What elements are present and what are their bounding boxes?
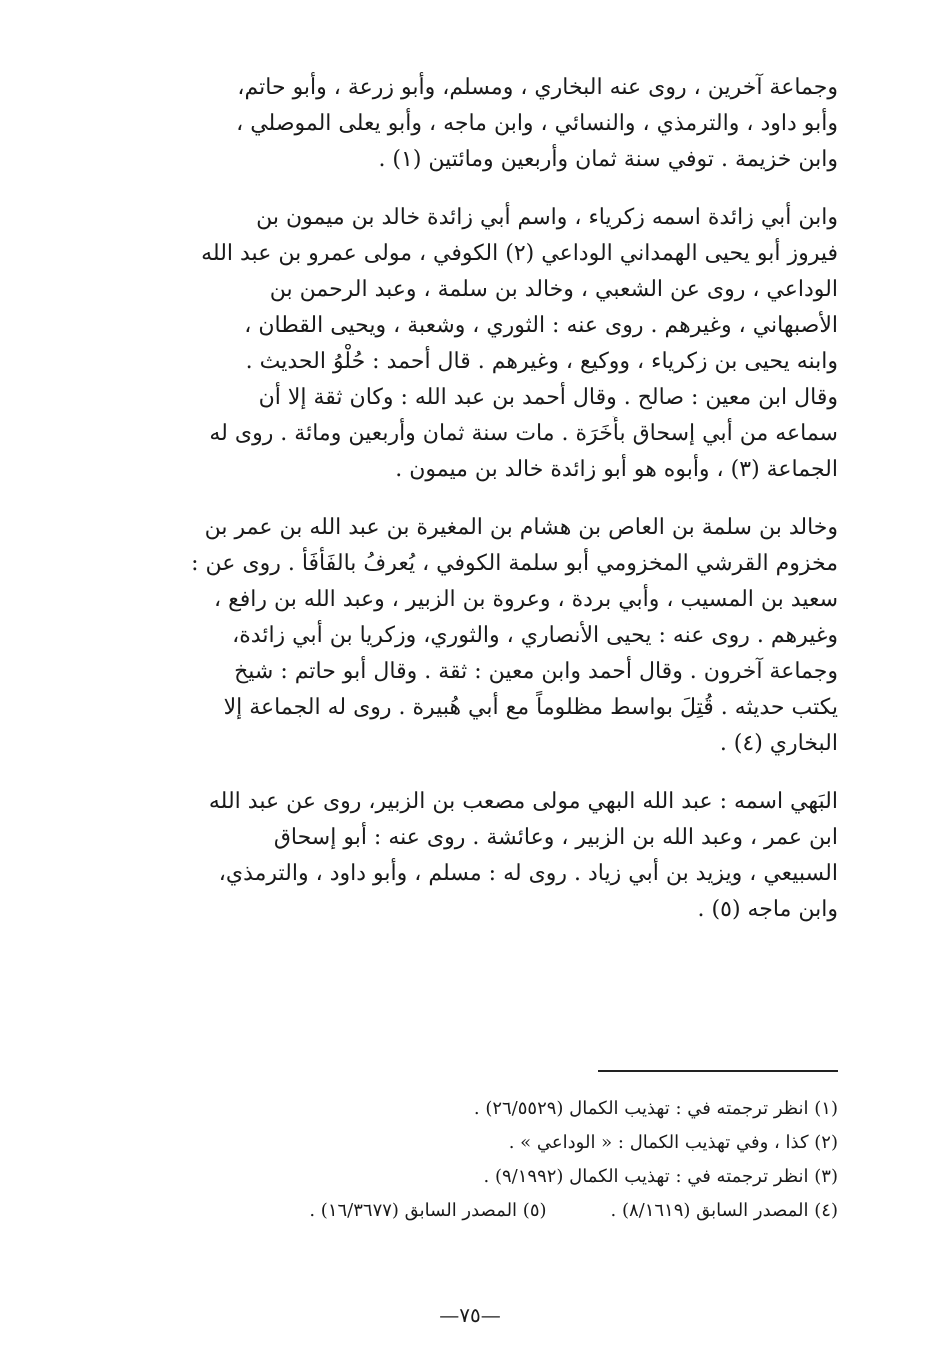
footnote-3: (٣) انظر ترجمته في : تهذيب الكمال (٩/١٩٩٢) . (483, 1166, 838, 1187)
text-line: وغيرهم . روى عنه : يحيى الأنصاري ، والثوري، وزكريا بن أبي زائدة، (232, 623, 838, 648)
text-line: وابن أبي زائدة اسمه زكرياء ، واسم أبي زائدة خالد بن ميمون بن (256, 205, 838, 230)
body-text (118, 70, 838, 928)
footnote-5: (٥) المصدر السابق (١٦/٣٦٧٧) . (309, 1200, 547, 1221)
paragraph-spacer (118, 762, 838, 784)
text-line: وخالد بن سلمة بن العاص بن هشام بن المغيرة بن عبد الله بن عمر بن (204, 515, 838, 540)
text-line: يكتب حديثه . قُتِلَ بواسط مظلوماً مع أبي هُبيرة . روى له الجماعة إلا (223, 695, 838, 720)
text-line: البَهي اسمه : عبد الله البهي مولى مصعب بن الزبير، روى عن عبد الله (208, 789, 838, 814)
text-line: البخاري (٤) . (719, 731, 838, 756)
text-line: السبيعي ، ويزيد بن أبي زياد . روى له : مسلم ، وأبو داود ، والترمذي، (218, 861, 838, 886)
text-line: وأبو داود ، والترمذي ، والنسائي ، وابن ماجه ، وأبو يعلى الموصلي ، (236, 111, 838, 136)
paragraph (118, 200, 838, 488)
paragraph-spacer (118, 488, 838, 510)
text-line: الوداعي ، روى عن الشعبي ، وخالد بن سلمة ، وعبد الرحمن بن (269, 277, 838, 302)
paragraph (118, 70, 838, 178)
footnote-4: (٤) المصدر السابق (٨/١٦١٩) . (610, 1200, 838, 1221)
text-line: سماعه من أبي إسحاق بأَخَرَة . مات سنة ثمان وأربعين ومائة . روى له (209, 421, 838, 446)
paragraph (118, 510, 838, 762)
footnote-2: (٢) كذا ، وفي تهذيب الكمال : « الوداعي » . (508, 1132, 838, 1153)
text-line: وجماعة آخرين ، روى عنه البخاري ، ومسلم، وأبو زرعة ، وأبو حاتم، (237, 75, 838, 100)
text-line: ابن عمر ، وعبد الله بن الزبير ، وعائشة . روى عنه : أبو إسحاق (273, 825, 838, 850)
footnote-separator (598, 1070, 838, 1072)
footnotes (160, 1092, 838, 1228)
page-number: —٧٥— (439, 1303, 501, 1327)
text-line: سعيد بن المسيب ، وأبي بردة ، وعروة بن الزبير ، وعبد الله بن رافع ، (213, 587, 838, 612)
text-line: وابن ماجه (٥) . (697, 897, 838, 922)
text-line: وجماعة آخرون . وقال أحمد وابن معين : ثقة . وقال أبو حاتم : شيخ (234, 659, 838, 684)
paragraph-spacer (118, 178, 838, 200)
text-line: وقال ابن معين : صالح . وقال أحمد بن عبد الله : وكان ثقة إلا أن (258, 385, 838, 410)
text-line: الجماعة (٣) ، وأبوه هو أبو زائدة خالد بن ميمون . (395, 457, 838, 482)
text-line: الأصبهاني ، وغيرهم . روى عنه : الثوري ، وشعبة ، ويحيى القطان ، (244, 313, 838, 338)
text-line: مخزوم القرشي المخزومي أبو سلمة الكوفي ، يُعرفُ بالفَأْفَأ . روى عن : (191, 551, 838, 576)
footnote-1: (١) انظر ترجمته في : تهذيب الكمال (٢٦/٥٥٢٩) . (473, 1098, 838, 1119)
text-line: وابن خزيمة . توفي سنة ثمان وأربعين ومائتين (١) . (378, 147, 838, 172)
text-line: وابنه يحيى بن زكرياء ، ووكيع ، وغيرهم . قال أحمد : حُلْوُ الحديث . (245, 349, 838, 374)
text-line: فيروز أبو يحيى الهمداني الوداعي (٢) الكوفي ، مولى عمرو بن عبد الله (201, 241, 838, 266)
paragraph (118, 784, 838, 928)
footnote-row (160, 1194, 838, 1228)
